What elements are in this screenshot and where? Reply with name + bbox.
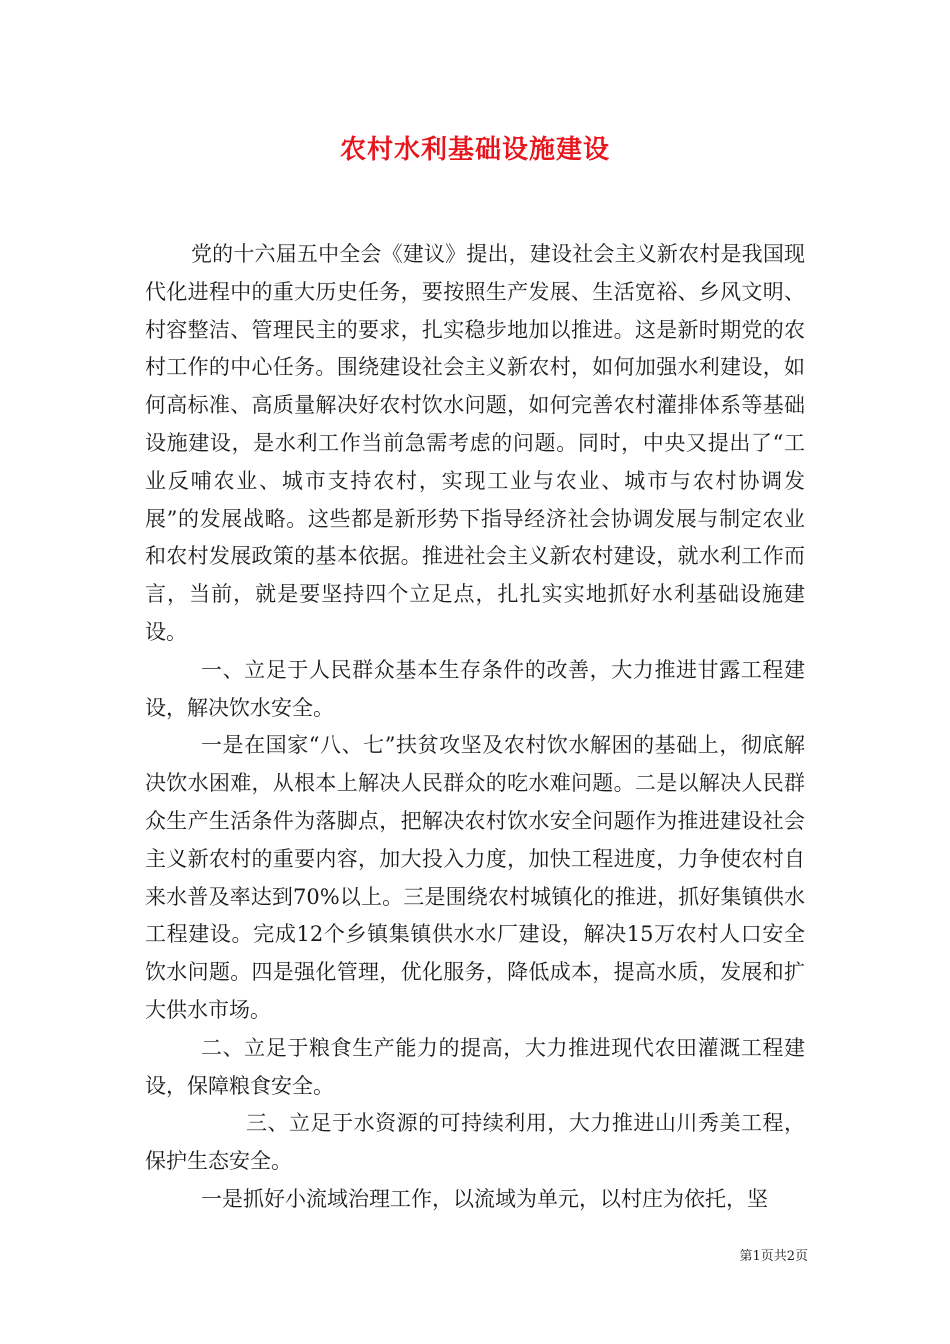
document-body: [145, 236, 805, 1219]
paragraph-intro: 党的十六届五中全会《建议》提出，建设社会主义新农村是我国现代化进程中的重大历史任务，要按照生产发展、生活宽裕、乡风文明、村容整洁、管理民主的要求，扎实稳步地加以推进。这是新时期党的农村工作的中心任务。围绕建设社会主义新农村，如何加强水利建设，如何高标准、高质量解决好农村饮水问题，如何完善农村灌排体系等基础设施建设，是水利工作当前急需考虑的问题。同时，中央又提出了“工业反哺农业、城市支持农村，实现工业与农业、城市与农村协调发展”的发展战略。这些都是新形势下指导经济社会协调发展与制定农业和农村发展政策的基本依据。推进社会主义新农村建设，就水利工作而言，当前，就是要坚持四个立足点，扎扎实实地抓好水利基础设施建设。: [145, 242, 805, 644]
section-heading-1: 一、立足于人民群众基本生存条件的改善，大力推进甘露工程建设，解决饮水安全。: [145, 657, 805, 720]
section-heading-2: 二、立足于粮食生产能力的提高，大力推进现代农田灌溉工程建设，保障粮食安全。: [145, 1035, 805, 1098]
section-heading-3: 三、立足于水资源的可持续利用，大力推进山川秀美工程，保护生态安全。: [145, 1111, 805, 1174]
paragraph-section-1: 一是在国家“八、七”扶贫攻坚及农村饮水解困的基础上，彻底解决饮水困难，从根本上解决人民群众的吃水难问题。二是以解决人民群众生产生活条件为落脚点，把解决农村饮水安全问题作为推进建设社会主义新农村的重要内容，加大投入力度，加快工程进度，力争使农村自来水普及率达到70%以上。三是围绕农村城镇化的推进，抓好集镇供水工程建设。完成12个乡镇集镇供水水厂建设，解决15万农村人口安全饮水问题。四是强化管理，优化服务，降低成本，提高水质，发展和扩大供水市场。: [145, 733, 805, 1022]
page-indicator: 第1页共2页: [739, 1249, 808, 1264]
paragraph-section-3: 一是抓好小流域治理工作，以流域为单元，以村庄为依托，坚: [201, 1186, 768, 1211]
document-title: 农村水利基础设施建设: [339, 135, 610, 165]
